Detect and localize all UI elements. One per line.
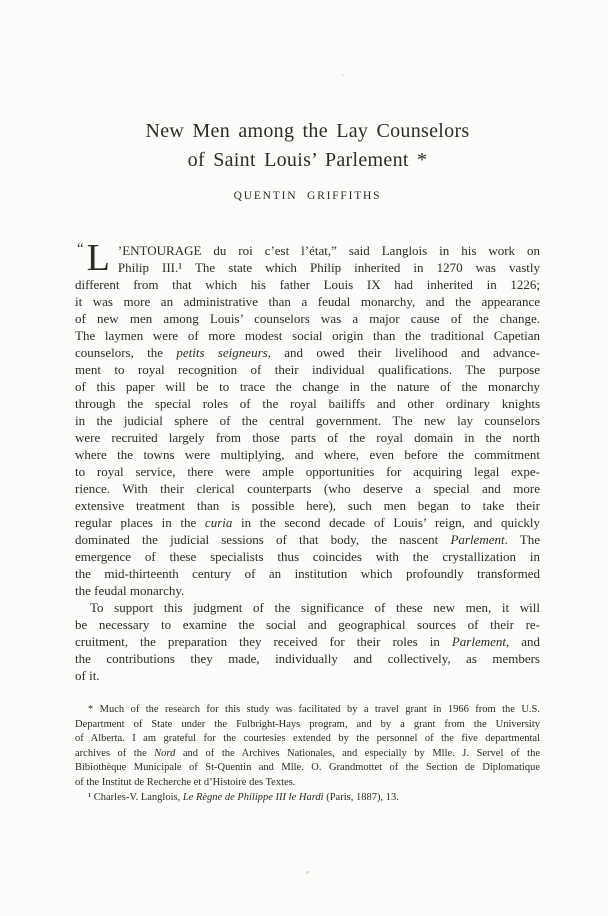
paragraph-2	[75, 599, 540, 684]
title-line-2: of Saint Louis’ Parlement *	[187, 149, 428, 171]
text-line: Bibiothèque Municipale of St-Quentin and Mlle. O. Grandmottet of the Section de Diplomatique	[75, 762, 540, 774]
drop-cap	[77, 237, 110, 279]
text-line: of it.	[75, 668, 100, 683]
text-line: the feudal monarchy.	[75, 583, 185, 598]
text-line: * Much of the research for this study was facilitated by a travel grant in 1966 from the U.S.	[88, 704, 540, 715]
text-line: dominated the judicial sessions of that body, the nascent Parlement. The	[75, 532, 540, 547]
text-line: regular places in the curia in the second decade of Louis’ reign, and quickly	[75, 515, 540, 530]
text-line: ¹ Charles-V. Langlois, Le Règne de Philippe III le Hardi (Paris, 1887), 13.	[88, 791, 399, 803]
opening-quote-mark: “	[77, 241, 84, 257]
footnotes-section	[75, 703, 540, 805]
text-line: ment to royal recognition of their individual qualifications. The purpose	[75, 362, 540, 377]
text-line: of Alberta. I am grateful for the courtesies extended by the personnel of the five departmental	[75, 733, 540, 745]
author-name: QUENTIN GRIFFITHS	[233, 190, 382, 202]
paragraph-1	[75, 237, 540, 599]
footnote-star	[75, 703, 540, 791]
text-line: it was more an administrative than a feudal monarchy, and the appearance	[75, 294, 540, 309]
text-line: cruitment, the preparation they received for their roles in Parlement, and	[75, 634, 540, 649]
scan-speck	[342, 74, 344, 76]
text-line: Department of State under the Fulbright-Hays program, and by a grant from the University	[75, 718, 540, 730]
text-line: of this paper will be to trace the change in the nature of the monarchy	[75, 379, 540, 394]
text-line: different from that which his father Louis IX had inherited in 1226;	[75, 277, 540, 292]
text-line: through the special roles of the royal bailiffs and other ordinary knights	[75, 396, 540, 411]
drop-cap-letter: L	[86, 237, 110, 279]
text-line: to royal service, there were ample opportunities for acquiring legal expe-	[75, 464, 540, 479]
footnote-1	[75, 791, 540, 806]
title-line-1: New Men among the Lay Counselors	[145, 120, 470, 142]
text-line: Philip III.¹ The state which Philip inherited in 1270 was vastly	[117, 260, 540, 275]
text-line: ’ENTOURAGE du roi c’est l’état,” said Langlois in his work on	[117, 243, 540, 258]
text-line: extensive treatment than is possible here), such men began to take their	[75, 498, 540, 513]
text-line: of the Institut de Recherche et d’Histoire des Textes.	[75, 776, 296, 788]
text-line: The laymen were of more modest social origin than the traditional Capetian	[75, 328, 540, 343]
text-line: the contributions they made, individually and collectively, as members	[75, 651, 540, 666]
text-line: in the judicial sphere of the central government. The new lay counselors	[75, 413, 540, 428]
text-line: were recruited largely from those parts of the royal domain in the north	[75, 430, 540, 445]
text-line: rience. With their clerical counterparts (who deserve a special and more	[75, 481, 540, 496]
text-line: To support this judgment of the significance of these new men, it will	[90, 600, 540, 615]
text-line: the mid-thirteenth century of an institution which profoundly transformed	[75, 566, 540, 581]
text-line: of new men among Louis’ counselors was a major cause of the change.	[75, 311, 540, 326]
text-line: archives of the Nord and of the Archives Nationales, and especially by Mlle. J. Servel of the	[75, 747, 540, 759]
text-line: counselors, the petits seigneurs, and owed their livelihood and advance-	[75, 345, 540, 360]
scan-speck	[306, 871, 309, 874]
text-line: emergence of these specialists thus coincides with the crystallization in	[75, 549, 540, 564]
text-line: be necessary to examine the social and geographical sources of their re-	[75, 617, 540, 632]
text-line: where the towns were multiplying, and where, even before the commitment	[75, 447, 540, 462]
article-title	[75, 117, 540, 175]
body-text	[75, 237, 540, 684]
